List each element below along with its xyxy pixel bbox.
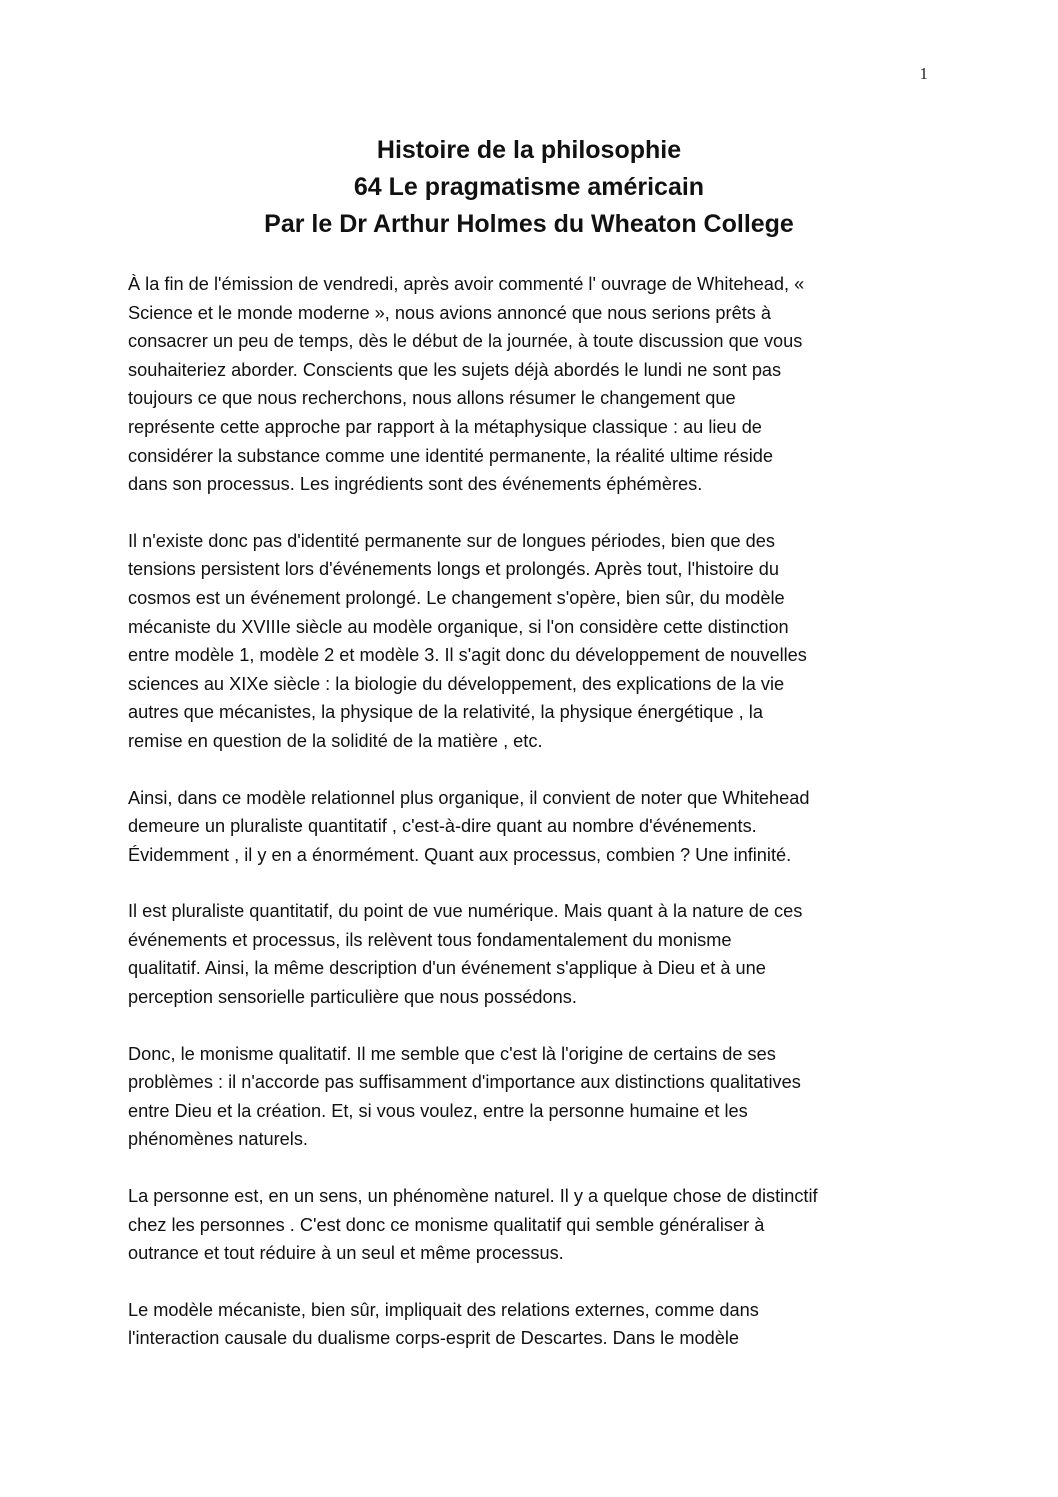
paragraph [128,1296,933,1353]
paragraph-line: tensions persistent lors d'événements longs et prolongés. Après tout, l'histoire du [128,559,779,580]
paragraph-line: entre modèle 1, modèle 2 et modèle 3. Il s'agit donc du développement de nouvelles [128,645,807,666]
paragraph-line: Il est pluraliste quantitatif, du point de vue numérique. Mais quant à la nature de ces [128,901,803,922]
paragraph-line: Le modèle mécaniste, bien sûr, impliquait des relations externes, comme dans [128,1299,759,1320]
paragraph-line: Donc, le monisme qualitatif. Il me semble que c'est là l'origine de certains de ses [128,1043,776,1064]
title-line-1: Histoire de la philosophie [376,136,682,164]
paragraph [128,527,933,756]
paragraph-line: À la fin de l'émission de vendredi, après avoir commenté l' ouvrage de Whitehead, « [128,274,805,294]
title-line-2: 64 Le pragmatisme américain [353,173,705,201]
paragraph-line: autres que mécanistes, la physique de la relativité, la physique énergétique , la [128,702,763,723]
paragraph [128,1040,933,1154]
paragraph-line: représente cette approche par rapport à la métaphysique classique : au lieu de [128,416,762,437]
paragraph-line: problèmes : il n'accorde pas suffisamment d'importance aux distinctions qualitatives [128,1072,801,1093]
paragraph [128,270,933,499]
paragraph-line: consacrer un peu de temps, dès le début de la journée, à toute discussion que vous [128,331,803,352]
paragraph-line: chez les personnes . C'est donc ce monisme qualitatif qui semble généraliser à [128,1214,765,1235]
paragraph-line: Science et le monde moderne », nous avions annoncé que nous serions prêts à [128,302,772,323]
paragraph-line: La personne est, en un sens, un phénomène naturel. Il y a quelque chose de distinctif [128,1186,818,1207]
paragraph-line: cosmos est un événement prolongé. Le changement s'opère, bien sûr, du modèle [128,587,785,608]
paragraph [128,784,933,870]
paragraph-line: considérer la substance comme une identité permanente, la réalité ultime réside [128,445,773,466]
paragraph-line: demeure un pluraliste quantitatif , c'est-à-dire quant au nombre d'événements. [128,816,757,837]
paragraph-line: toujours ce que nous recherchons, nous allons résumer le changement que [128,388,736,409]
paragraph-line: perception sensorielle particulière que nous possédons. [128,987,577,1008]
paragraph-line: sciences au XIXe siècle : la biologie du développement, des explications de la vie [128,673,785,694]
paragraph [128,1182,933,1268]
paragraph [128,897,933,1011]
paragraph-line: Il n'existe donc pas d'identité permanente sur de longues périodes, bien que des [128,530,775,551]
paragraph-line: qualitatif. Ainsi, la même description d'un événement s'applique à Dieu et à une [128,958,766,979]
paragraph-line: dans son processus. Les ingrédients sont des événements éphémères. [128,474,703,495]
document-title [0,132,1058,243]
paragraph-line: mécaniste du XVIIIe siècle au modèle organique, si l'on considère cette distinction [128,616,789,637]
page-number: 1 [919,64,928,83]
paragraph-line: l'interaction causale du dualisme corps-esprit de Descartes. Dans le modèle [128,1328,740,1349]
paragraph-line: Évidemment , il y en a énormément. Quant aux processus, combien ? Une infinité. [128,844,792,865]
paragraph-line: entre Dieu et la création. Et, si vous voulez, entre la personne humaine et les [128,1100,748,1121]
document-body [128,270,933,1381]
title-line-3: Par le Dr Arthur Holmes du Wheaton College [264,210,794,238]
paragraph-line: remise en question de la solidité de la matière , etc. [128,730,543,751]
paragraph-line: événements et processus, ils relèvent tous fondamentalement du monisme [128,929,732,950]
paragraph-line: souhaiteriez aborder. Conscients que les sujets déjà abordés le lundi ne sont pas [128,359,782,380]
paragraph-line: outrance et tout réduire à un seul et même processus. [128,1243,564,1264]
paragraph-line: Ainsi, dans ce modèle relationnel plus organique, il convient de noter que Whitehead [128,787,810,808]
paragraph-line: phénomènes naturels. [128,1129,308,1150]
